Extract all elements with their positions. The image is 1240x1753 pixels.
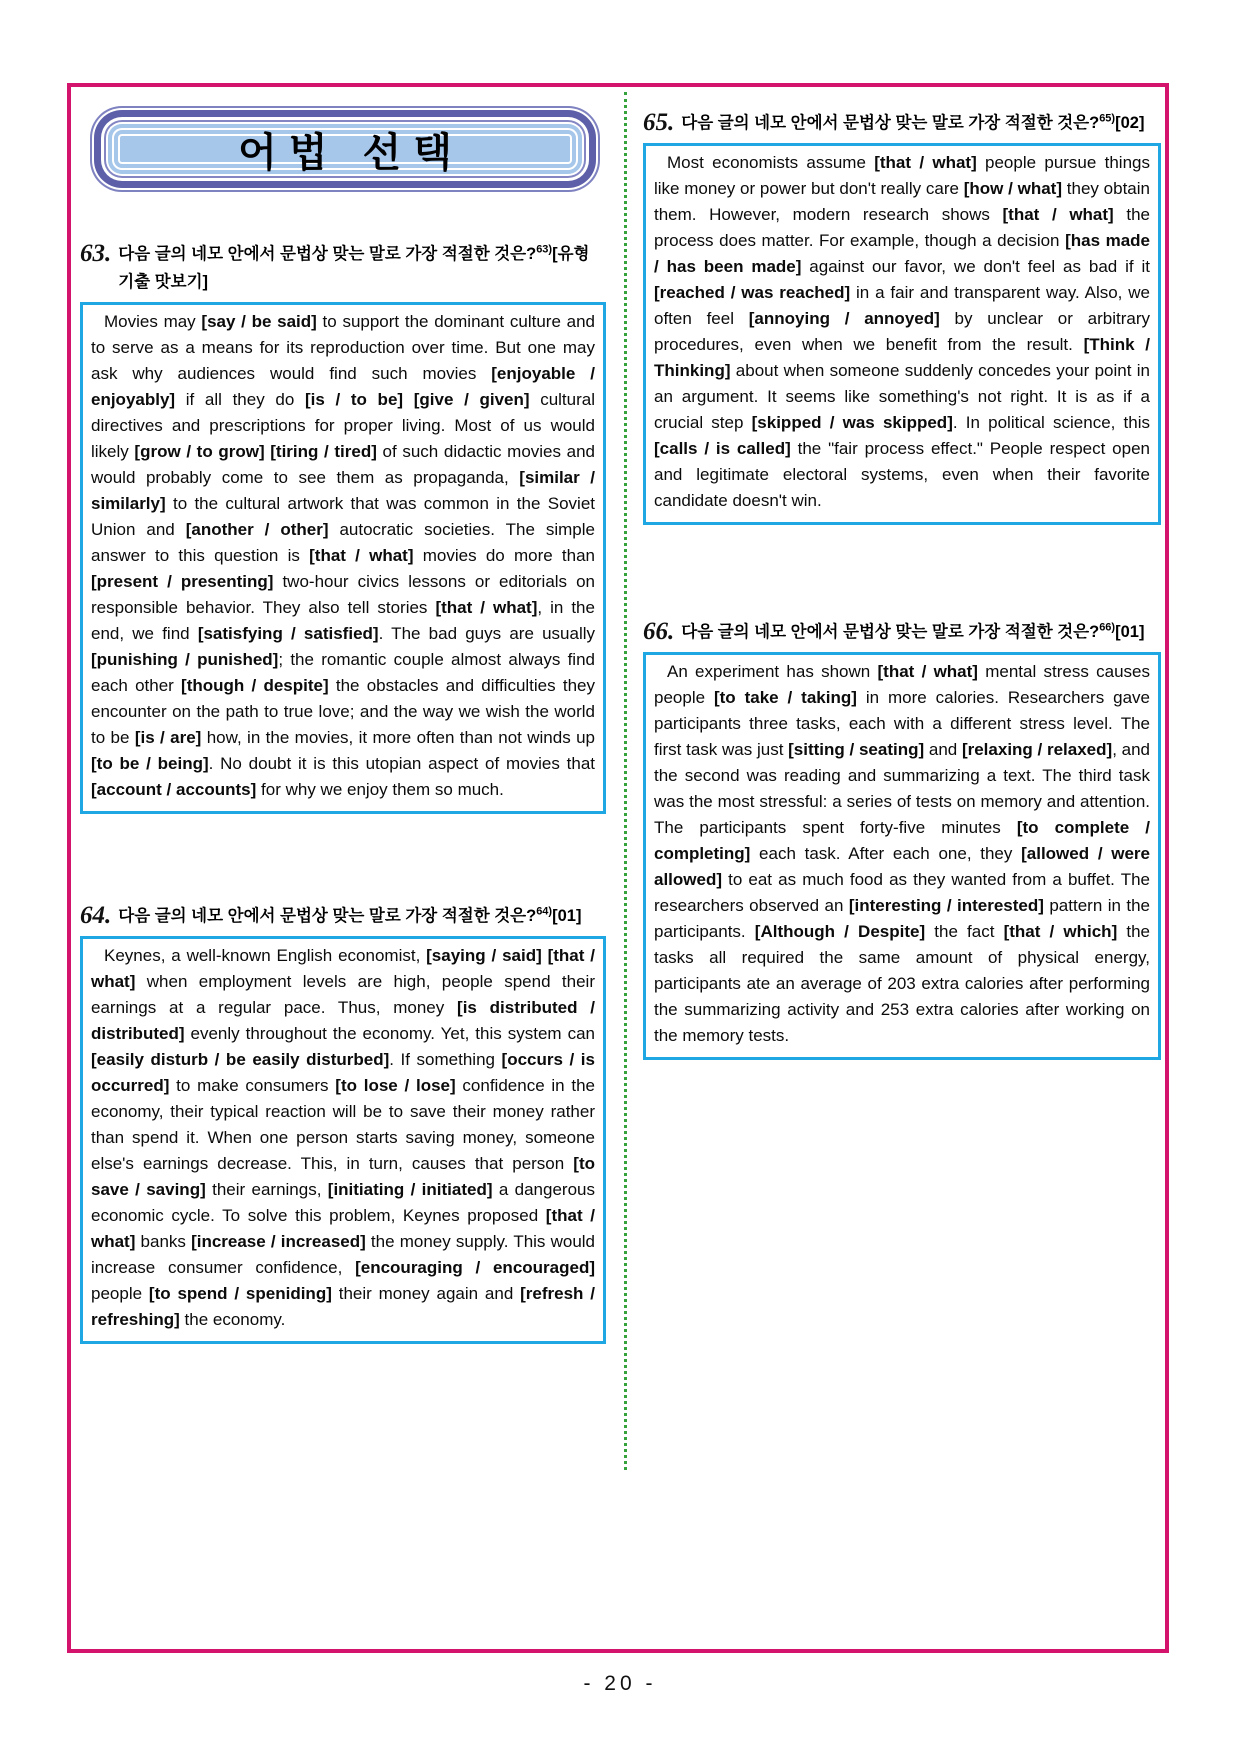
column-divider [624, 92, 627, 1470]
question-prompt-text: 다음 글의 네모 안에서 문법상 맞는 말로 가장 적절한 것은? [681, 623, 1100, 642]
question-footnote-ref: 63) [536, 243, 553, 256]
passage-box [643, 143, 1161, 525]
question-footnote-ref: 64) [536, 905, 553, 918]
passage-text: Movies may [say / be said] to support the dominant culture and to serve as a means for its reproduction over time. But one may ask why audiences would find such movies [enjoyable / enjoyably] if all they do [is / to be] [give / given] cultural directives and prescriptions for proper living. Most of us would likely [grow / to grow] [tiring / tired] of such didactic movies and would probably come to see them as propaganda, [similar / similarly] to the cultural artwork that was common in the Soviet Union and [another / other] autocratic societies. The simple answer to this question is [that / what] movies do more than [present / presenting] two-hour civics lessons or editorials on responsible behavior. They also tell stories [that / what], in the end, we find [satisfying / satisfied]. The bad guys are usually [punishing / punished]; the romantic couple almost always find each other [though / despite] the obstacles and difficulties they encounter on the path to true love; and the way we wish the world to be [is / are] how, in the movies, it more often than not winds up [to be / being]. No doubt it is this utopian aspect of movies that [account / accounts] for why we enjoy them so much. [91, 312, 596, 800]
section-title: 어법 선택 [238, 130, 464, 175]
passage-text: Most economists assume [that / what] people pursue things like money or power but don't really care [how / what] they obtain them. However, modern research shows [that / what] the process does matter. For example, though a decision [has made / has been made] against our favor, we don't feel as bad if it [reached / was reached] in a fair and transparent way. Also, we often feel [annoying / annoyed] by unclear or arbitrary procedures, even when we benefit from the result. [Think / Thinking] about when someone suddenly concedes your point in an argument. It seems like something's not right. It is as if a crucial step [skipped / was skipped]. In political science, this [calls / is called] the "fair process effect." People respect open and legitimate electoral systems, even when their favorite candidate doesn't win. [654, 153, 1151, 511]
question-number: 66. [643, 618, 675, 646]
question-footnote-ref: 66) [1099, 621, 1116, 634]
question-prompt [681, 109, 1161, 137]
question-prompt-text: 다음 글의 네모 안에서 문법상 맞는 말로 가장 적절한 것은? [681, 114, 1100, 132]
question-number: 65. [643, 109, 675, 136]
question-prompt [681, 618, 1161, 646]
right-column [643, 95, 1161, 1060]
question-65 [643, 109, 1161, 525]
question-prompt [118, 240, 606, 296]
question-65-header [643, 109, 1161, 137]
passage-box [80, 302, 606, 814]
question-66-header [643, 618, 1161, 646]
passage-box [643, 652, 1161, 1060]
passage-text: An experiment has shown [that / what] mental stress causes people [to take / taking] in more calories. Researchers gave participants three tasks, each with a different stress level. The first task was just [sitting / seating] and [relaxing / relaxed], and the second was reading and summarizing a text. The third task was the most stressful: a series of tests on memory and attention. The participants spent forty-five minutes [to complete / completing] each task. After each one, they [allowed / were allowed] to eat as much food as they wanted from a buffet. The researchers observed an [interesting / interested] pattern in the participants. [Although / Despite] the fact [that / which] the tasks all required the same amount of physical energy, participants ate an average of 203 extra calories after performing the summarizing activity and 253 extra calories after working on the memory tests. [654, 662, 1151, 1046]
question-number: 63. [80, 240, 112, 267]
question-source-tag: [유형 기출 맛보기] [118, 245, 590, 292]
question-prompt [118, 902, 606, 930]
question-64 [80, 902, 606, 1344]
question-63 [80, 240, 606, 814]
passage-box [80, 936, 606, 1344]
question-number: 64. [80, 902, 112, 930]
question-64-header [80, 902, 606, 930]
section-title-box [108, 124, 582, 174]
left-column [80, 95, 606, 1344]
question-prompt-text: 다음 글의 네모 안에서 문법상 맞는 말로 가장 적절한 것은? [118, 245, 537, 263]
question-63-header [80, 240, 606, 296]
question-prompt-text: 다음 글의 네모 안에서 문법상 맞는 말로 가장 적절한 것은? [118, 907, 537, 926]
question-source-tag: [02] [1115, 114, 1145, 132]
question-source-tag: [01] [552, 907, 582, 926]
passage-text: Keynes, a well-known English economist, [saying / said] [that / what] when employment levels are high, people spend their earnings at a regular pace. Thus, money [is distributed / distributed] evenly throughout the economy. Yet, this system can [easily disturb / be easily disturbed]. If something [occurs / is occurred] to make consumers [to lose / lose] confidence in the economy, their typical reaction will be to save their money rather than spend it. When one person starts saving money, someone else's earnings decrease. This, in turn, causes that person [to save / saving] their earnings, [initiating / initiated] a dangerous economic cycle. To solve this problem, Keynes proposed [that / what] banks [increase / increased] the money supply. This would increase consumer confidence, [encouraging / encouraged] people [to spend / speniding] their money again and [refresh / refreshing] the economy. [91, 946, 596, 1330]
question-source-tag: [01] [1115, 623, 1145, 642]
question-footnote-ref: 65) [1099, 112, 1116, 125]
question-66 [643, 618, 1161, 1060]
page-number: - 20 - [583, 1672, 657, 1695]
